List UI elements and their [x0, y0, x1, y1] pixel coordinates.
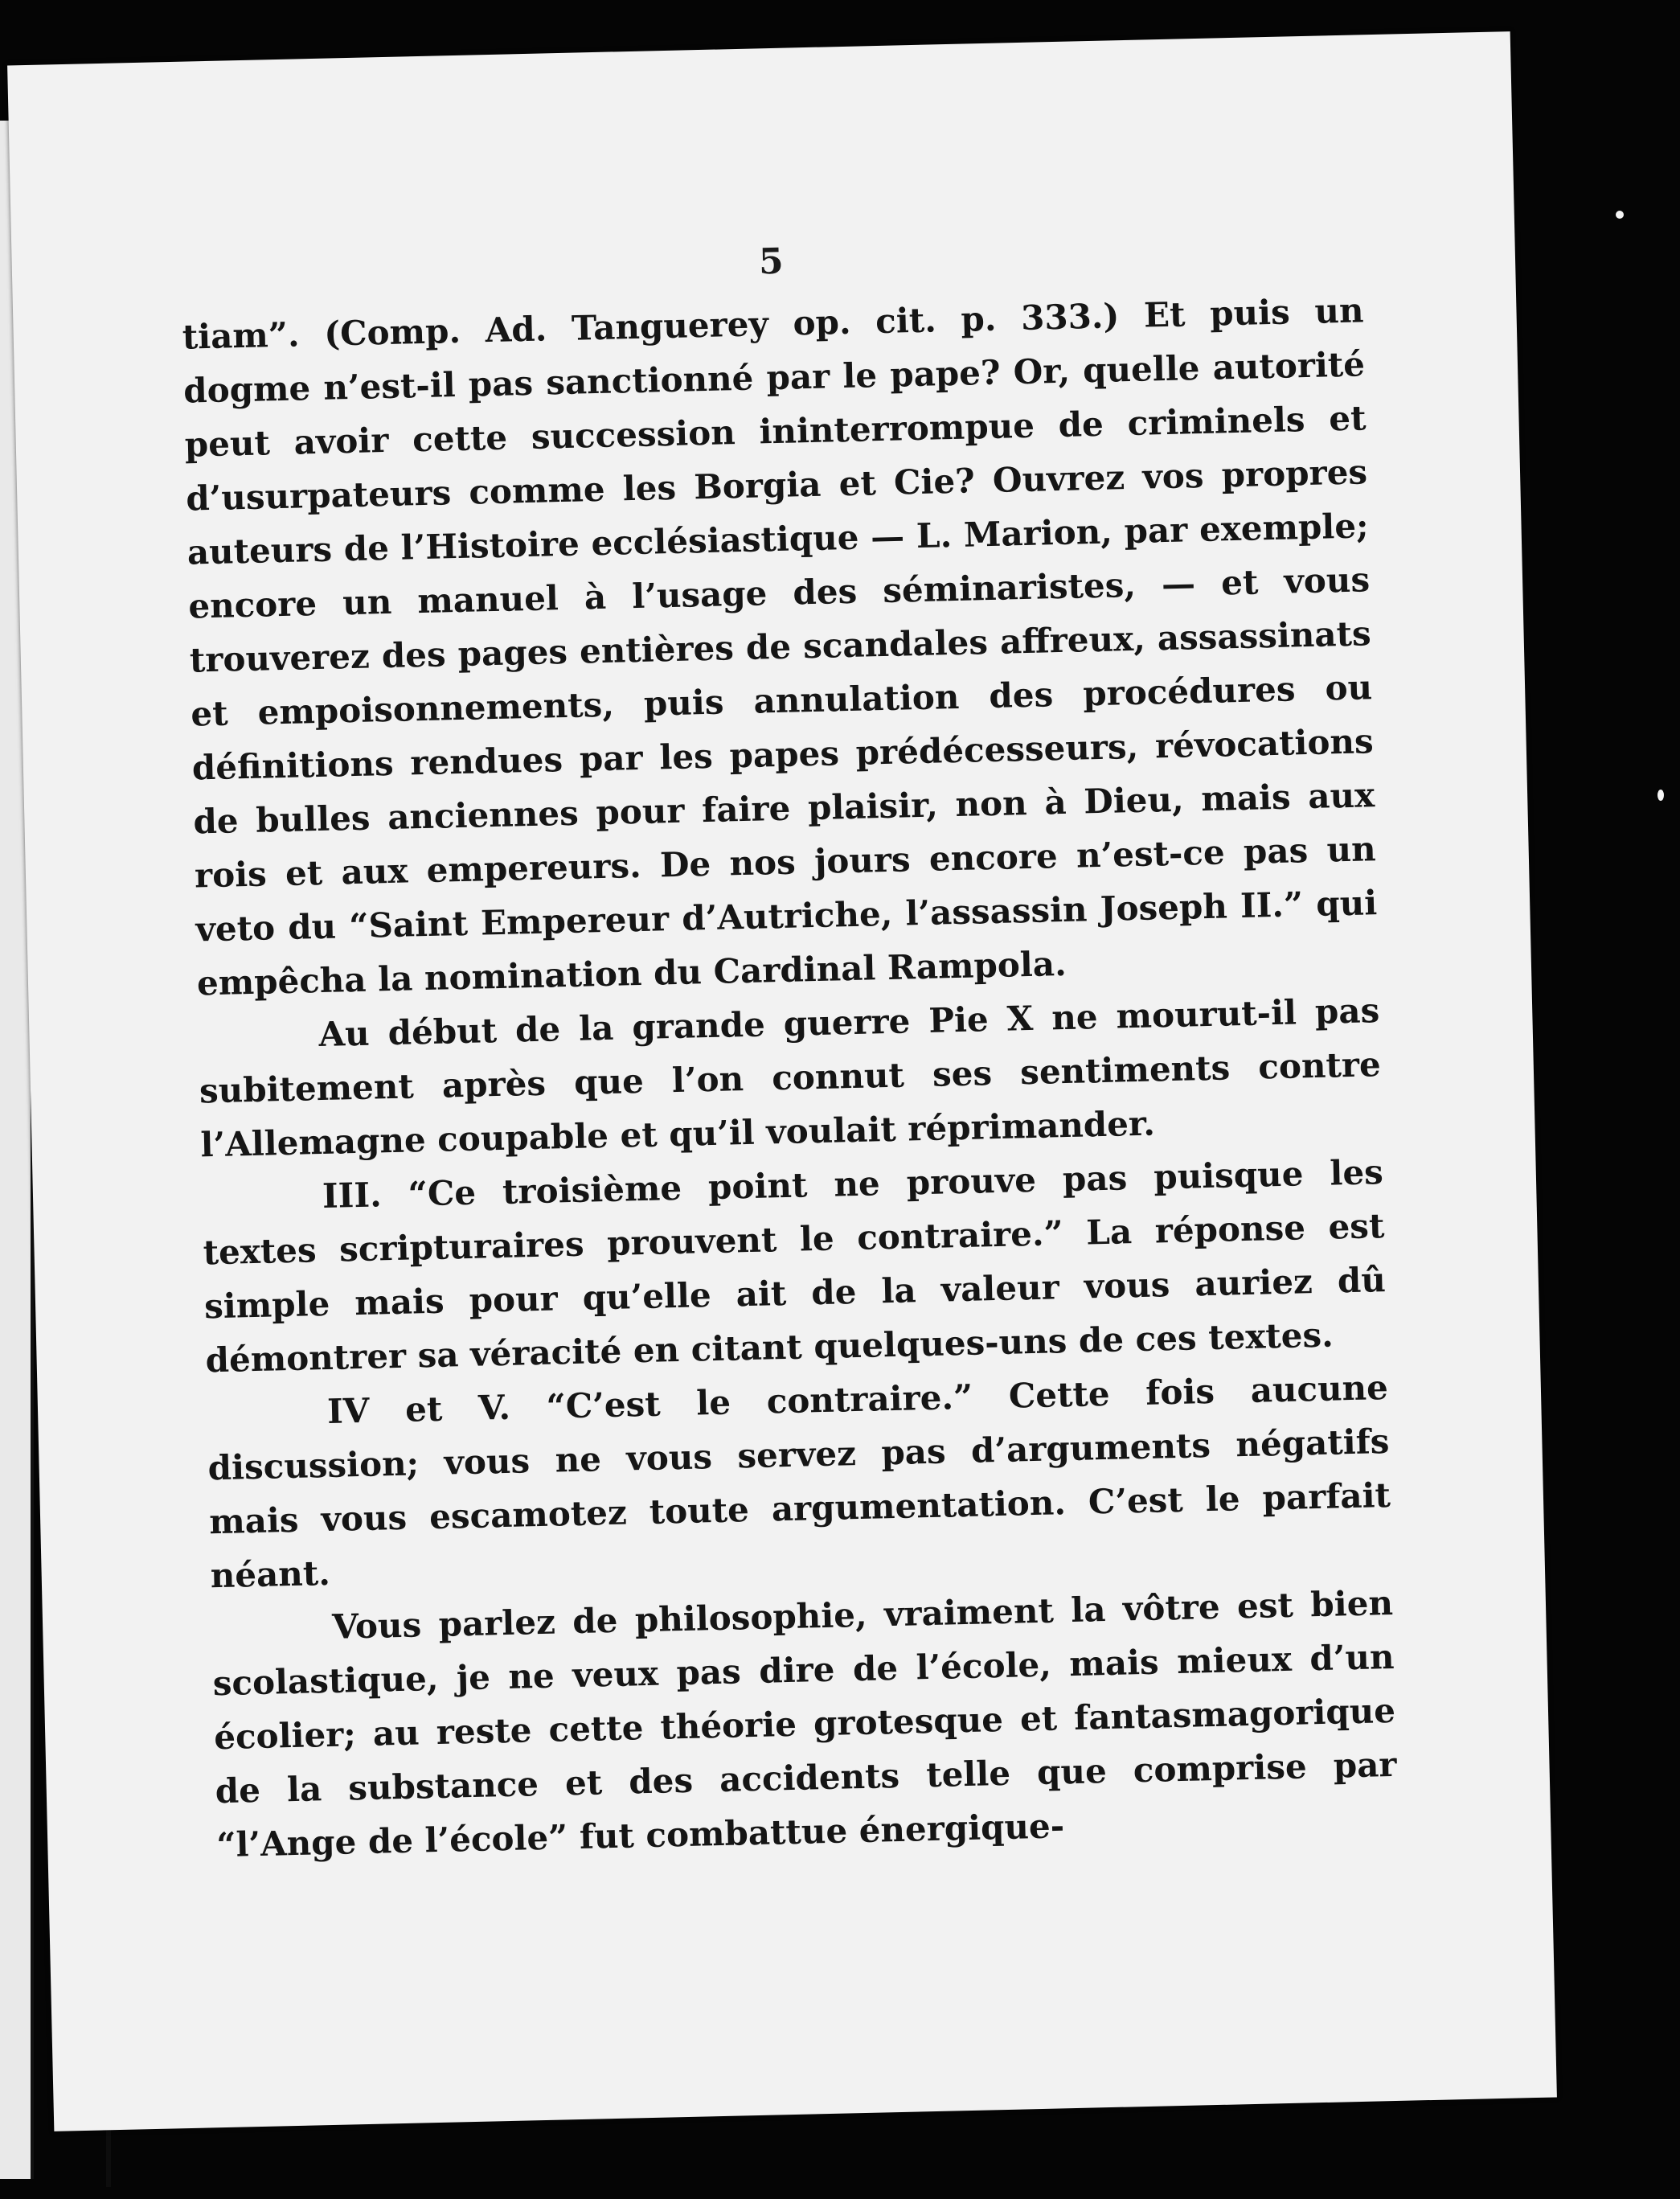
scan-dust-speck: [1616, 211, 1624, 219]
paragraph: tiam”. (Comp. Ad. Tanguerey op. cit. p. 333.) Et puis un dogme n’est-il pas sanctionné par le pape? Or, quelle autorité peut avoir cette succession ininterrompue de criminels et d’usurpateurs comme les Borgia et Cie? Ouvrez vos propres auteurs de l’Histoire ecclésiastique — L. Marion, par exemple; encore un manuel à l’usage des séminaristes, — et vous trouverez des pages entières de scandales affreux, assassinats et empoisonnements, puis annulation des procédures ou définitions rendues par les papes prédécesseurs, révocations de bulles anciennes pour faire plaisir, non à Dieu, mais aux rois et aux empereurs. De nos jours encore n’est-ce pas un veto du “Saint Empereur d’Autriche, l’assassin Joseph II.” qui empêcha la nomination du Cardinal Rampola.: [182, 290, 1378, 1003]
paragraph: IV et V. “C’est le contraire.” Cette fois aucune discussion; vous ne vous servez pas d’arguments négatifs mais vous escamotez toute argumentation. C’est le parfait néant.: [207, 1368, 1391, 1596]
scanned-page: [7, 31, 1557, 2131]
scan-dust-speck: [1657, 790, 1664, 801]
page-content: [180, 228, 1398, 1872]
paragraph: Vous parlez de philosophie, vraiment la vôtre est bien scolastique, je ne veux pas dire de l’école, mais mieux d’un écolier; au reste cette théorie grotesque et fantasmagorique de la substance et des accidents telle que comprise par “l’Ange de l’école” fut combattue énergique-: [212, 1582, 1398, 1865]
paragraph: III. “Ce troisième point ne prouve pas puisque les textes scripturaires prouvent le contraire.” La réponse est simple mais pour qu’elle ait de la valeur vous auriez dû démontrer sa véracité en citant quelques-uns de ces textes.: [203, 1152, 1387, 1381]
body-text: [182, 283, 1399, 1872]
paragraph: Au début de la grande guerre Pie X ne mourut-il pas subitement après que l’on connut ses sentiments contre l’Allemagne coupable et qu’il voulait réprimander.: [199, 991, 1382, 1165]
page-number: 5: [758, 240, 785, 283]
